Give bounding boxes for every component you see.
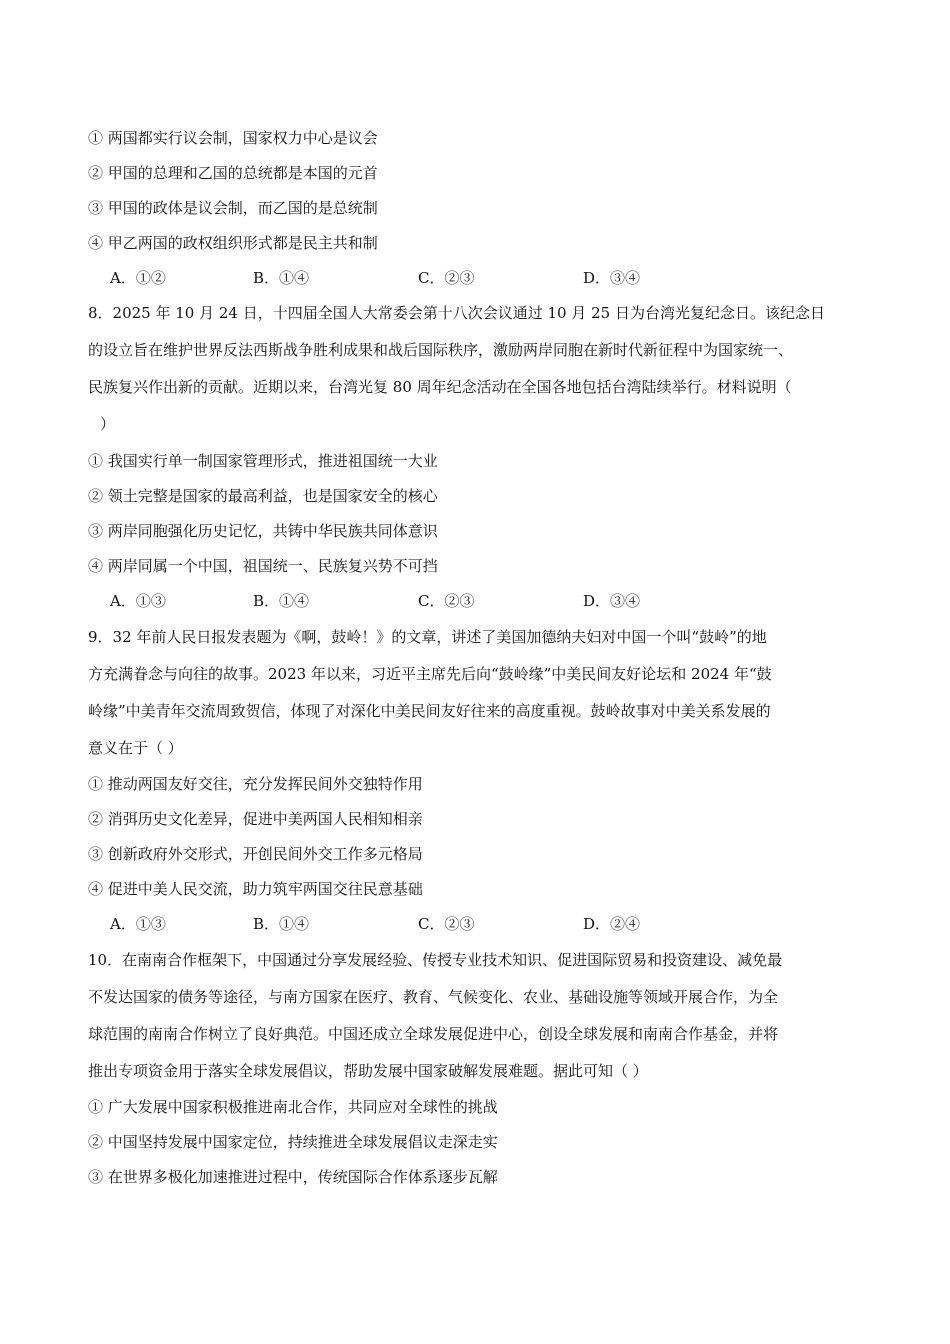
q8-stem-line-2: 的设立旨在维护世界反法西斯战争胜利成果和战后国际秩序，激励两岸同胞在新时代新征程中为国家统一、 xyxy=(88,341,794,359)
q7-option-a[interactable]: A．①② xyxy=(110,269,166,287)
q8-stem-line-4: ） xyxy=(100,415,116,433)
q10-stem-line-1: 10．在南南合作框架下，中国通过分享发展经验、传授专业技术知识、促进国际贸易和投资建设、减免最 xyxy=(88,951,783,969)
q9-option-d[interactable]: D．②④ xyxy=(583,915,641,933)
q9-stem-line-2: 方充满眷念与向往的故事。2023 年以来，习近平主席先后向“鼓岭缘”中美民间友好论坛和 2024 年“鼓 xyxy=(88,665,772,683)
q7-option-b[interactable]: B．①④ xyxy=(253,269,310,287)
q7-item-3: ③ 甲国的政体是议会制，而乙国的是总统制 xyxy=(88,199,378,217)
q9-stem-line-4: 意义在于（ ） xyxy=(88,739,183,757)
q7-item-2: ② 甲国的总理和乙国的总统都是本国的元首 xyxy=(88,164,378,182)
q8-option-b[interactable]: B．①④ xyxy=(253,592,310,610)
q7-item-4: ④ 甲乙两国的政权组织形式都是民主共和制 xyxy=(88,234,378,252)
q9-option-a[interactable]: A．①③ xyxy=(110,915,166,933)
q7-item-1: ① 两国都实行议会制，国家权力中心是议会 xyxy=(88,129,378,147)
q9-stem-line-3: 岭缘”中美青年交流周致贺信，体现了对深化中美民间友好往来的高度重视。鼓岭故事对中美关系发展的 xyxy=(88,702,771,720)
q9-stem-line-1: 9．32 年前人民日报发表题为《啊，鼓岭！》的文章，讲述了美国加德纳夫妇对中国一个叫“鼓岭”的地 xyxy=(88,628,767,646)
q9-item-2: ② 消弭历史文化差异，促进中美两国人民相知相亲 xyxy=(88,810,423,828)
q10-item-2: ② 中国坚持发展中国家定位，持续推进全球发展倡议走深走实 xyxy=(88,1133,498,1151)
q8-option-c[interactable]: C．②③ xyxy=(418,592,475,610)
q9-option-b[interactable]: B．①④ xyxy=(253,915,310,933)
q8-item-2: ② 领土完整是国家的最高利益，也是国家安全的核心 xyxy=(88,487,438,505)
q9-option-c[interactable]: C．②③ xyxy=(418,915,475,933)
q9-item-4: ④ 促进中美人民交流，助力筑牢两国交往民意基础 xyxy=(88,880,423,898)
q10-item-3: ③ 在世界多极化加速推进过程中，传统国际合作体系逐步瓦解 xyxy=(88,1168,498,1186)
q8-option-d[interactable]: D．③④ xyxy=(583,592,641,610)
q8-item-3: ③ 两岸同胞强化历史记忆，共铸中华民族共同体意识 xyxy=(88,522,438,540)
q10-stem-line-2: 不发达国家的债务等途径，与南方国家在医疗、教育、气候变化、农业、基础设施等领域开展合作，为全 xyxy=(88,988,779,1006)
q10-stem-line-4: 推出专项资金用于落实全球发展倡议，帮助发展中国家破解发展难题。据此可知（ ） xyxy=(88,1062,648,1080)
q7-option-c[interactable]: C．②③ xyxy=(418,269,475,287)
q9-item-1: ① 推动两国友好交往，充分发挥民间外交独特作用 xyxy=(88,775,423,793)
q10-item-1: ① 广大发展中国家积极推进南北合作，共同应对全球性的挑战 xyxy=(88,1098,498,1116)
q8-stem-line-1: 8．2025 年 10 月 24 日，十四届全国人大常委会第十八次会议通过 10 月 25 日为台湾光复纪念日。该纪念日 xyxy=(88,304,825,322)
q8-item-4: ④ 两岸同属一个中国，祖国统一、民族复兴势不可挡 xyxy=(88,557,438,575)
q8-option-a[interactable]: A．①③ xyxy=(110,592,166,610)
q9-item-3: ③ 创新政府外交形式，开创民间外交工作多元格局 xyxy=(88,845,423,863)
q10-stem-line-3: 球范围的南南合作树立了良好典范。中国还成立全球发展促进中心，创设全球发展和南南合作基金，并将 xyxy=(88,1025,779,1043)
q8-stem-line-3: 民族复兴作出新的贡献。近期以来，台湾光复 80 周年纪念活动在全国各地包括台湾陆续举行。材料说明（ xyxy=(88,378,792,396)
q7-option-d[interactable]: D．③④ xyxy=(583,269,641,287)
q8-item-1: ① 我国实行单一制国家管理形式，推进祖国统一大业 xyxy=(88,452,438,470)
